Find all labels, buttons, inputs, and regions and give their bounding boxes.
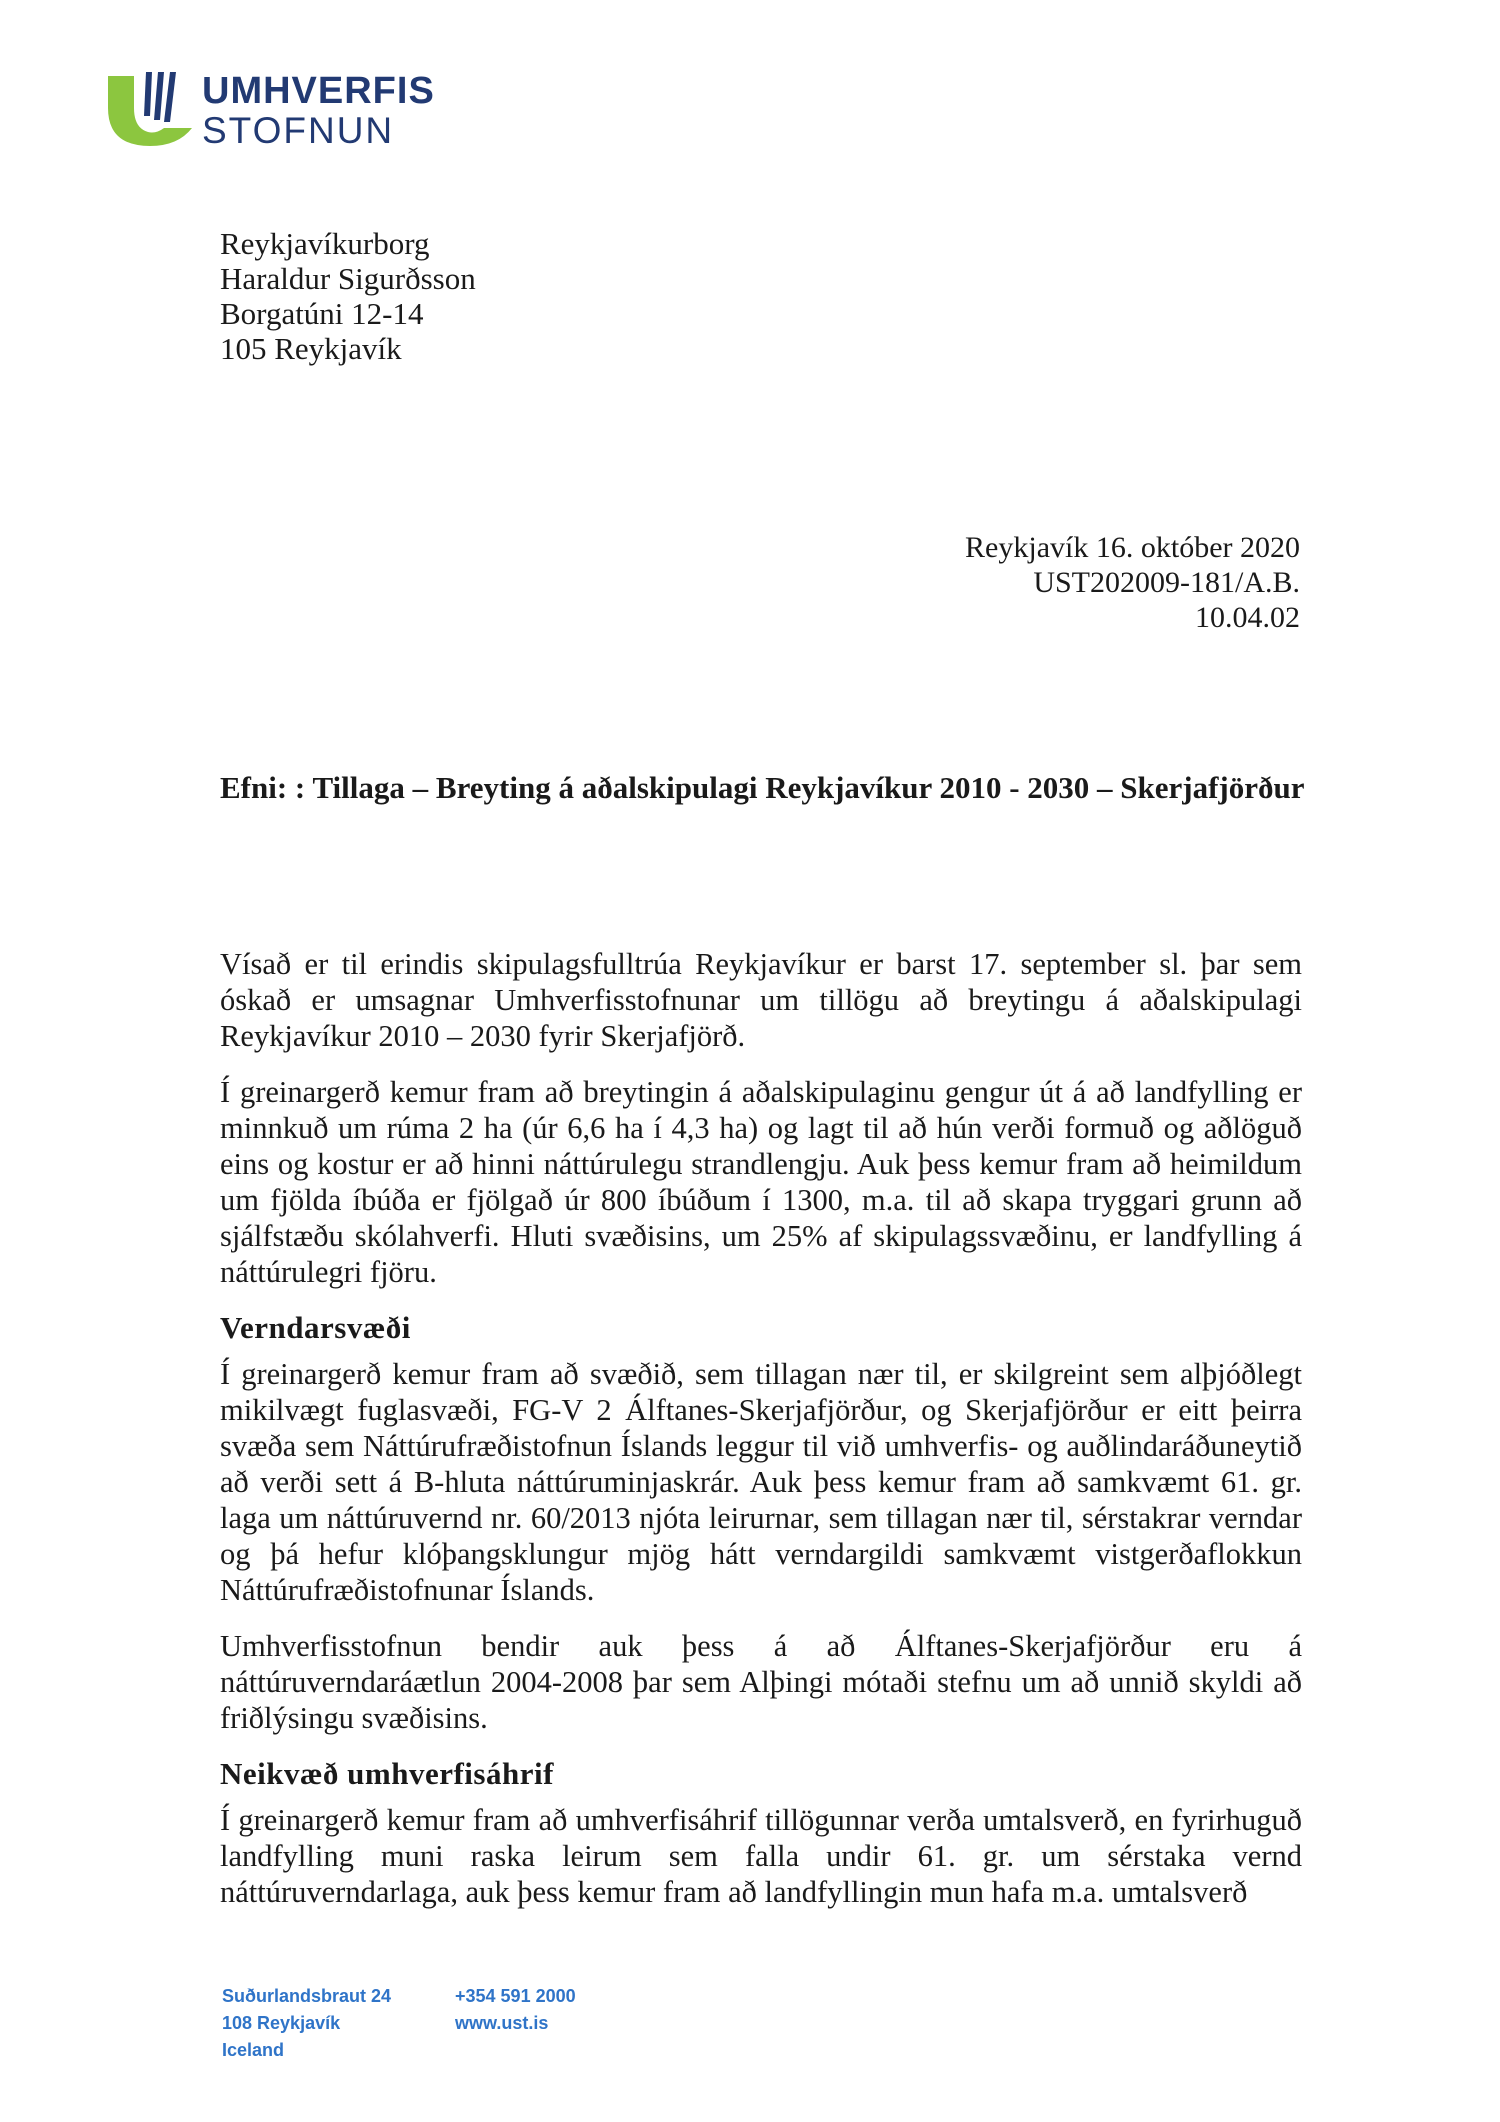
- case-code: 10.04.02: [1195, 601, 1300, 634]
- recipient-line: Reykjavíkurborg: [220, 226, 430, 261]
- logo-mark-icon: [106, 68, 196, 158]
- logo-text-umhverfis: UMHVERFIS: [202, 70, 435, 112]
- date-reference-block: [965, 530, 1300, 635]
- section-heading: Verndarsvæði: [220, 1310, 411, 1345]
- letter-body: [220, 946, 1302, 1930]
- footer-phone: +354 591 2000: [455, 1986, 576, 2006]
- recipient-line: Haraldur Sigurðsson: [220, 261, 476, 296]
- footer-address: [222, 1983, 391, 2064]
- recipient-address: [220, 226, 476, 366]
- footer-city: 108 Reykjavík: [222, 2013, 341, 2033]
- footer-street: Suðurlandsbraut 24: [222, 1986, 392, 2006]
- subject-line: Efni: : Tillaga – Breyting á aðalskipulagi Reykjavíkur 2010 - 2030 – Skerjafjörður: [220, 770, 1305, 805]
- recipient-line: Borgatúni 12-14: [220, 296, 424, 331]
- reference-number: UST202009-181/A.B.: [1033, 566, 1300, 599]
- logo-text-stofnun: STOFNUN: [202, 110, 395, 151]
- paragraph: Vísað er til erindis skipulagsfulltrúa Reykjavíkur er barst 17. september sl. þar sem óskað er umsagnar Umhverfisstofnunar um tillögu að breytingu á aðalskipulagi Reykjavíkur 2010 – 2030 fyrir Skerjafjörð.: [220, 947, 1302, 1053]
- letter-date: Reykjavík 16. október 2020: [965, 531, 1300, 564]
- paragraph: Í greinargerð kemur fram að svæðið, sem tillagan nær til, er skilgreint sem alþjóðlegt mikilvægt fuglasvæði, FG-V 2 Álftanes-Skerjafjörður, og Skerjafjörður er eitt þeirra svæða sem Náttúrufræðistofnun Íslands leggur til við umhverfis- og auðlindaráðuneytið að verði sett á B-hluta náttúruminjaskrár. Auk þess kemur fram að samkvæmt 61. gr. laga um náttúruvernd nr. 60/2013 njóta leirurnar, sem tillagan nær til, sérstakrar verndar og þá hefur klóþangsklungur mjög hátt verndargildi samkvæmt vistgerðaflokkun Náttúrufræðistofnunar Íslands.: [220, 1357, 1302, 1607]
- footer-contact: [455, 1983, 576, 2037]
- paragraph: Í greinargerð kemur fram að breytingin á aðalskipulaginu gengur út á að landfylling er minnkuð um rúma 2 ha (úr 6,6 ha í 4,3 ha) og lagt til að hún verði formuð og aðlöguð eins og kostur er að hinni náttúrulegu strandlengju. Auk þess kemur fram að heimildum um fjölda íbúða er fjölgað úr 800 íbúðum í 1300, m.a. til að skapa tryggari grunn að sjálfstæðu skólahverfi. Hluti svæðisins, um 25% af skipulagssvæðinu, er landfylling á náttúrulegri fjöru.: [220, 1075, 1302, 1289]
- footer-website-link[interactable]: www.ust.is: [455, 2013, 549, 2033]
- recipient-line: 105 Reykjavík: [220, 331, 402, 366]
- section-heading: Neikvæð umhverfisáhrif: [220, 1756, 554, 1791]
- logo: [106, 68, 466, 158]
- paragraph: Umhverfisstofnun bendir auk þess á að Álftanes-Skerjafjörður eru á náttúruverndaráætlun 2004-2008 þar sem Alþingi mótaði stefnu um að unnið skyldi að friðlýsingu svæðisins.: [220, 1629, 1302, 1735]
- paragraph: Í greinargerð kemur fram að umhverfisáhrif tillögunnar verða umtalsverð, en fyrirhuguð landfylling muni raska leirum sem falla undir 61. gr. um sérstaka vernd náttúruverndarlaga, auk þess kemur fram að landfyllingin mun hafa m.a. umtalsverð: [220, 1803, 1302, 1909]
- footer-country: Iceland: [222, 2040, 285, 2060]
